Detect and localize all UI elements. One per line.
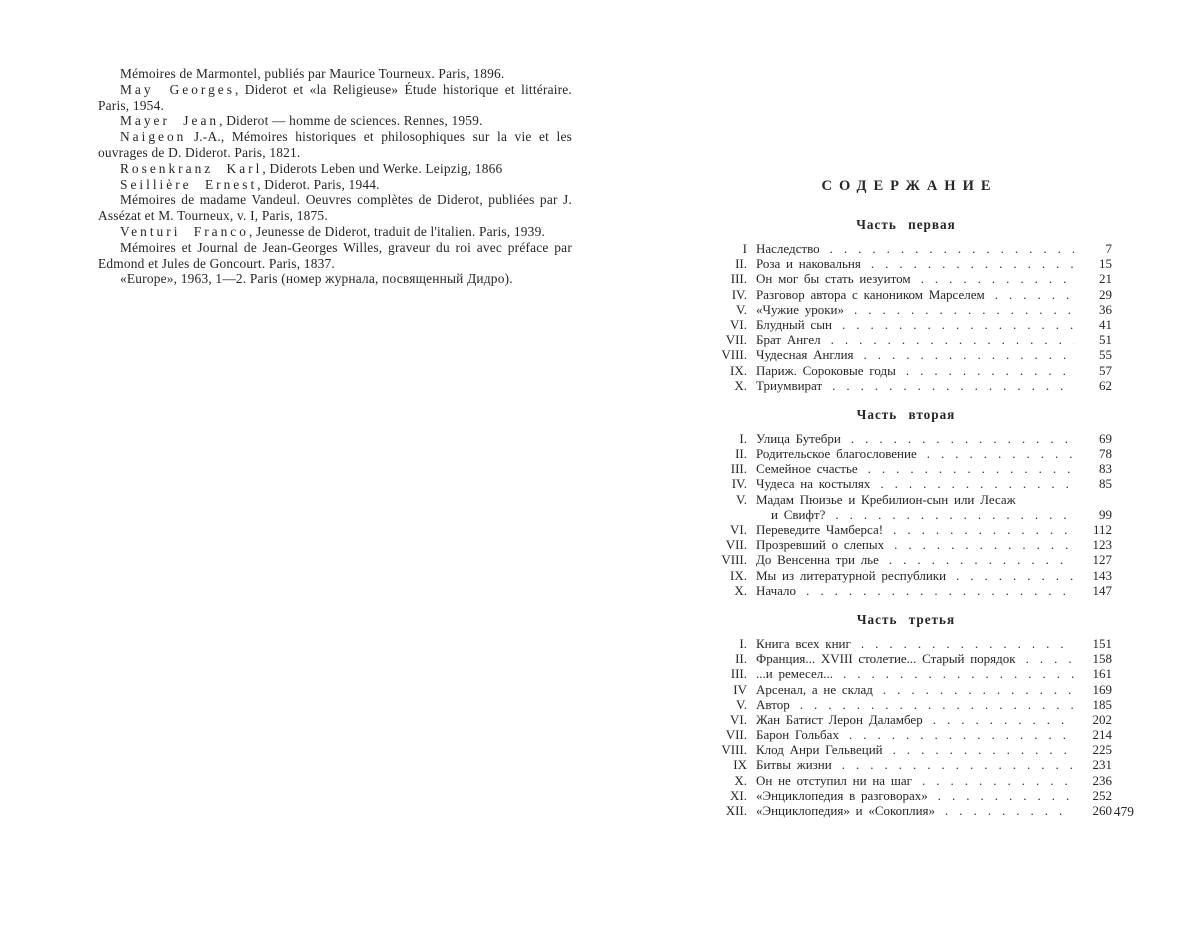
toc-item	[700, 256, 1112, 271]
toc-item-page: 185	[1092, 696, 1112, 712]
toc-section	[700, 407, 1112, 598]
toc-item	[700, 773, 1112, 788]
author-name: Seillière Ernest	[120, 176, 258, 192]
author-name: Rosenkranz Karl	[120, 160, 263, 176]
toc-item-page: 99	[1099, 506, 1112, 522]
toc-item-continuation	[700, 507, 1112, 522]
toc-item-number: IV.	[731, 286, 747, 302]
toc-item-label: Мы из литературной республики	[756, 567, 947, 583]
toc-item-label: ...и ремесел...	[756, 666, 833, 682]
toc-item-page: 214	[1092, 727, 1112, 743]
toc-item-number: V.	[736, 696, 747, 712]
toc-item	[700, 378, 1112, 393]
toc-item-number: II.	[735, 256, 747, 272]
toc-item-page: 236	[1092, 772, 1112, 788]
toc-item-label: Блудный сын	[756, 316, 832, 332]
dot-leader	[995, 287, 1074, 302]
toc-item-page: 169	[1092, 681, 1112, 697]
toc-item	[700, 302, 1112, 317]
toc-item-page: 123	[1092, 537, 1112, 553]
bibliography-entry	[98, 224, 572, 240]
bibliography-entry	[98, 129, 572, 161]
toc-item-page: 69	[1099, 430, 1112, 446]
dot-leader	[893, 522, 1074, 537]
dot-leader	[861, 636, 1074, 651]
toc-item-label: Книга всех книг	[756, 635, 851, 651]
toc-item-label: и Свифт?	[771, 506, 826, 522]
toc-item-number: VI.	[730, 522, 747, 537]
toc-item-page: 260	[1092, 803, 1112, 818]
toc-item-number: VII.	[725, 727, 747, 743]
dot-leader	[843, 666, 1074, 681]
toc-item-number: VIII.	[721, 552, 747, 568]
entry-text: , Diderot et «la Religieuse» Étude historique et littéraire. Paris, 1954.	[98, 81, 572, 113]
toc-item-label: Прозревший о слепых	[756, 537, 885, 553]
toc-item-number: VIII.	[721, 347, 747, 363]
toc-item-number: VII.	[725, 332, 747, 348]
toc-item	[700, 742, 1112, 757]
toc-item	[700, 241, 1112, 256]
section-title: Часть вторая	[856, 406, 956, 422]
toc-item-number: VI.	[730, 711, 747, 727]
contents-page	[700, 178, 1112, 818]
dot-leader	[835, 507, 1074, 522]
toc-item-label: Чудесная Англия	[756, 347, 854, 363]
toc-item-label: Улица Бутебри	[756, 430, 841, 446]
toc-item-label: Мадам Пюизье и Кребилион-сын или Лесаж	[756, 491, 1016, 507]
bibliography-entry	[98, 240, 572, 272]
bibliography-entry	[98, 66, 572, 82]
toc-section	[700, 217, 1112, 393]
toc-item	[700, 347, 1112, 362]
toc-item-number: X.	[734, 772, 747, 788]
dot-leader	[922, 773, 1074, 788]
toc-item-label: Париж. Сороковые годы	[756, 362, 896, 378]
dot-leader	[893, 742, 1074, 757]
toc-item-label: Он мог бы стать иезуитом	[756, 271, 911, 287]
toc-item-label: Барон Гольбах	[756, 727, 839, 743]
dot-leader	[1026, 651, 1074, 666]
toc-item-label: Арсенал, а не склад	[756, 681, 873, 697]
dot-leader	[800, 697, 1074, 712]
toc-item-page: 147	[1092, 582, 1112, 598]
toc-list	[700, 431, 1112, 598]
bibliography-entry	[98, 271, 572, 287]
dot-leader	[906, 363, 1074, 378]
toc-item	[700, 727, 1112, 742]
toc-item-label: Он не отступил ни на шаг	[756, 772, 912, 788]
bibliography-entry	[98, 161, 572, 177]
dot-leader	[842, 757, 1074, 772]
toc-item-number: IV	[733, 681, 747, 697]
entry-text: Mémoires de Marmontel, publiés par Maurice Tourneux. Paris, 1896.	[120, 66, 505, 81]
toc-item-label: Разговор автора с каноником Марселем	[756, 286, 985, 302]
toc-item-page: 112	[1092, 522, 1112, 537]
author-name: May Georges	[120, 81, 235, 97]
toc-item-page: 78	[1099, 446, 1112, 462]
contents-sections	[700, 217, 1112, 818]
toc-item-page: 55	[1099, 347, 1112, 363]
toc-item	[700, 363, 1112, 378]
toc-item-page: 158	[1092, 651, 1112, 667]
toc-item-number: III.	[730, 271, 747, 287]
contents-title: СОДЕРЖАНИЕ	[821, 178, 998, 194]
toc-item-page: 252	[1092, 787, 1112, 803]
toc-item	[700, 682, 1112, 697]
dot-leader	[806, 583, 1074, 598]
toc-item-page: 143	[1092, 567, 1112, 583]
dot-leader	[830, 241, 1074, 256]
toc-item	[700, 636, 1112, 651]
dot-leader	[871, 256, 1074, 271]
dot-leader	[880, 476, 1074, 491]
toc-item-page: 127	[1092, 552, 1112, 568]
dot-leader	[851, 431, 1074, 446]
toc-item-page: 7	[1105, 241, 1112, 256]
toc-item-number: I	[742, 241, 747, 256]
page-number: 479	[1113, 804, 1134, 819]
author-name: Naigeon	[120, 129, 187, 145]
dot-leader	[938, 788, 1074, 803]
entry-text: Mémoires et Journal de Jean-Georges Willes, graveur du roi avec préface par Edmond et Jules de Goncourt. Paris, 1837.	[98, 239, 572, 271]
toc-item-label: Семейное счастье	[756, 461, 858, 477]
toc-item-label: Наследство	[756, 241, 820, 256]
dot-leader	[883, 682, 1074, 697]
toc-item-label: «Чужие уроки»	[756, 301, 845, 317]
toc-item-page: 21	[1099, 271, 1112, 287]
toc-item-page: 231	[1092, 757, 1112, 773]
toc-item	[700, 697, 1112, 712]
toc-item-label: Переведите Чамберса!	[756, 522, 884, 537]
bibliography-page	[98, 66, 572, 287]
toc-item	[700, 492, 1112, 507]
toc-item-label: «Энциклопедия» и «Сокоплия»	[756, 803, 936, 818]
toc-item-page: 51	[1099, 332, 1112, 348]
dot-leader	[889, 552, 1074, 567]
dot-leader	[927, 446, 1074, 461]
toc-item-page: 41	[1099, 316, 1112, 332]
toc-item-number: IX.	[730, 567, 747, 583]
toc-item-label: Клод Анри Гельвеций	[756, 742, 883, 758]
bibliography-entry	[98, 177, 572, 193]
bibliography-entry	[98, 192, 572, 224]
toc-item-page: 36	[1099, 301, 1112, 317]
toc-item-number: I.	[739, 635, 747, 651]
toc-item-label: Начало	[756, 582, 797, 598]
section-title: Часть третья	[856, 611, 956, 627]
toc-item-number: II.	[735, 651, 747, 667]
toc-item-page: 151	[1092, 635, 1112, 651]
toc-item-label: Чудеса на костылях	[756, 476, 871, 492]
toc-item-label: «Энциклопедия в разговорах»	[756, 787, 928, 803]
bibliography-entry	[98, 82, 572, 114]
toc-item-number: XI.	[730, 787, 747, 803]
toc-item-label: Жан Батист Лерон Даламбер	[756, 711, 923, 727]
bibliography-entry	[98, 113, 572, 129]
toc-item	[700, 431, 1112, 446]
toc-item-page: 161	[1092, 666, 1112, 682]
toc-item-number: XII.	[725, 803, 747, 818]
toc-item	[700, 537, 1112, 552]
toc-item-page: 15	[1099, 256, 1112, 272]
toc-item-page: 85	[1099, 476, 1112, 492]
toc-item	[700, 271, 1112, 286]
toc-item	[700, 287, 1112, 302]
entry-text: , Diderot. Paris, 1944.	[257, 176, 380, 192]
toc-item-page: 62	[1099, 377, 1112, 393]
dot-leader	[921, 271, 1074, 286]
toc-item	[700, 332, 1112, 347]
toc-list	[700, 241, 1112, 393]
toc-item	[700, 476, 1112, 491]
toc-section	[700, 612, 1112, 818]
toc-item-number: X.	[734, 377, 747, 393]
toc-item	[700, 803, 1112, 818]
toc-item-label: Роза и наковальня	[756, 256, 861, 272]
toc-item-number: III.	[730, 461, 747, 477]
dot-leader	[842, 317, 1074, 332]
toc-item	[700, 651, 1112, 666]
toc-item-page: 57	[1099, 362, 1112, 378]
dot-leader	[832, 378, 1074, 393]
dot-leader	[864, 347, 1074, 362]
toc-item-number: III.	[730, 666, 747, 682]
toc-item-page: 202	[1092, 711, 1112, 727]
toc-item	[700, 446, 1112, 461]
author-name: Venturi Franco	[120, 223, 249, 239]
toc-item	[700, 666, 1112, 681]
toc-item-label: До Венсенна три лье	[756, 552, 879, 568]
dot-leader	[831, 332, 1074, 347]
toc-item-page: 83	[1099, 461, 1112, 477]
toc-item	[700, 583, 1112, 598]
toc-item-number: V.	[736, 301, 747, 317]
toc-item	[700, 712, 1112, 727]
toc-item-label: Брат Ангел	[756, 332, 821, 348]
toc-item-number: I.	[739, 430, 747, 446]
toc-item-number: X.	[734, 582, 747, 598]
toc-item	[700, 522, 1112, 537]
toc-item-label: Франция... XVIII столетие... Старый порядок	[756, 651, 1016, 667]
toc-item-number: V.	[736, 491, 747, 507]
toc-item-number: II.	[735, 446, 747, 462]
dot-leader	[849, 727, 1074, 742]
toc-item-number: IX.	[730, 362, 747, 378]
entry-text: , Diderot — homme de sciences. Rennes, 1959.	[219, 113, 483, 129]
toc-item-number: IV.	[731, 476, 747, 492]
dot-leader	[933, 712, 1074, 727]
dot-leader	[868, 461, 1074, 476]
toc-item-label: Родительское благословение	[756, 446, 917, 462]
toc-item	[700, 788, 1112, 803]
entry-text: «Europe», 1963, 1—2. Paris (номер журнала, посвященный Дидро).	[120, 271, 513, 287]
author-name: Mayer Jean	[120, 113, 220, 129]
section-title: Часть первая	[856, 217, 956, 232]
toc-item	[700, 568, 1112, 583]
toc-item-number: VI.	[730, 316, 747, 332]
entry-text: , Diderots Leben und Werke. Leipzig, 1866	[262, 160, 503, 176]
toc-item-page: 29	[1099, 286, 1112, 302]
entry-text: Mémoires de madame Vandeul. Oeuvres complètes de Diderot, publiées par J. Assézat et M. Tourneux, v. I, Paris, 1875.	[98, 192, 572, 224]
toc-item-page: 225	[1092, 742, 1112, 758]
toc-list	[700, 636, 1112, 818]
toc-item	[700, 317, 1112, 332]
dot-leader	[854, 302, 1074, 317]
toc-item	[700, 461, 1112, 476]
entry-text: , Jeunesse de Diderot, traduit de l'italien. Paris, 1939.	[248, 223, 546, 239]
toc-item-label: Триумвират	[756, 377, 823, 393]
toc-item-label: Автор	[756, 696, 790, 712]
toc-item-number: VII.	[725, 537, 747, 553]
entry-text: J.-A., Mémoires historiques et philosophiques sur la vie et les ouvrages de D. Diderot. Paris, 1821.	[98, 129, 572, 160]
toc-item-label: Битвы жизни	[756, 757, 832, 773]
toc-item-number: VIII.	[721, 742, 747, 758]
toc-item	[700, 552, 1112, 567]
toc-item	[700, 757, 1112, 772]
toc-item-number: IX	[733, 757, 747, 773]
dot-leader	[945, 803, 1074, 818]
dot-leader	[894, 537, 1074, 552]
dot-leader	[956, 568, 1074, 583]
